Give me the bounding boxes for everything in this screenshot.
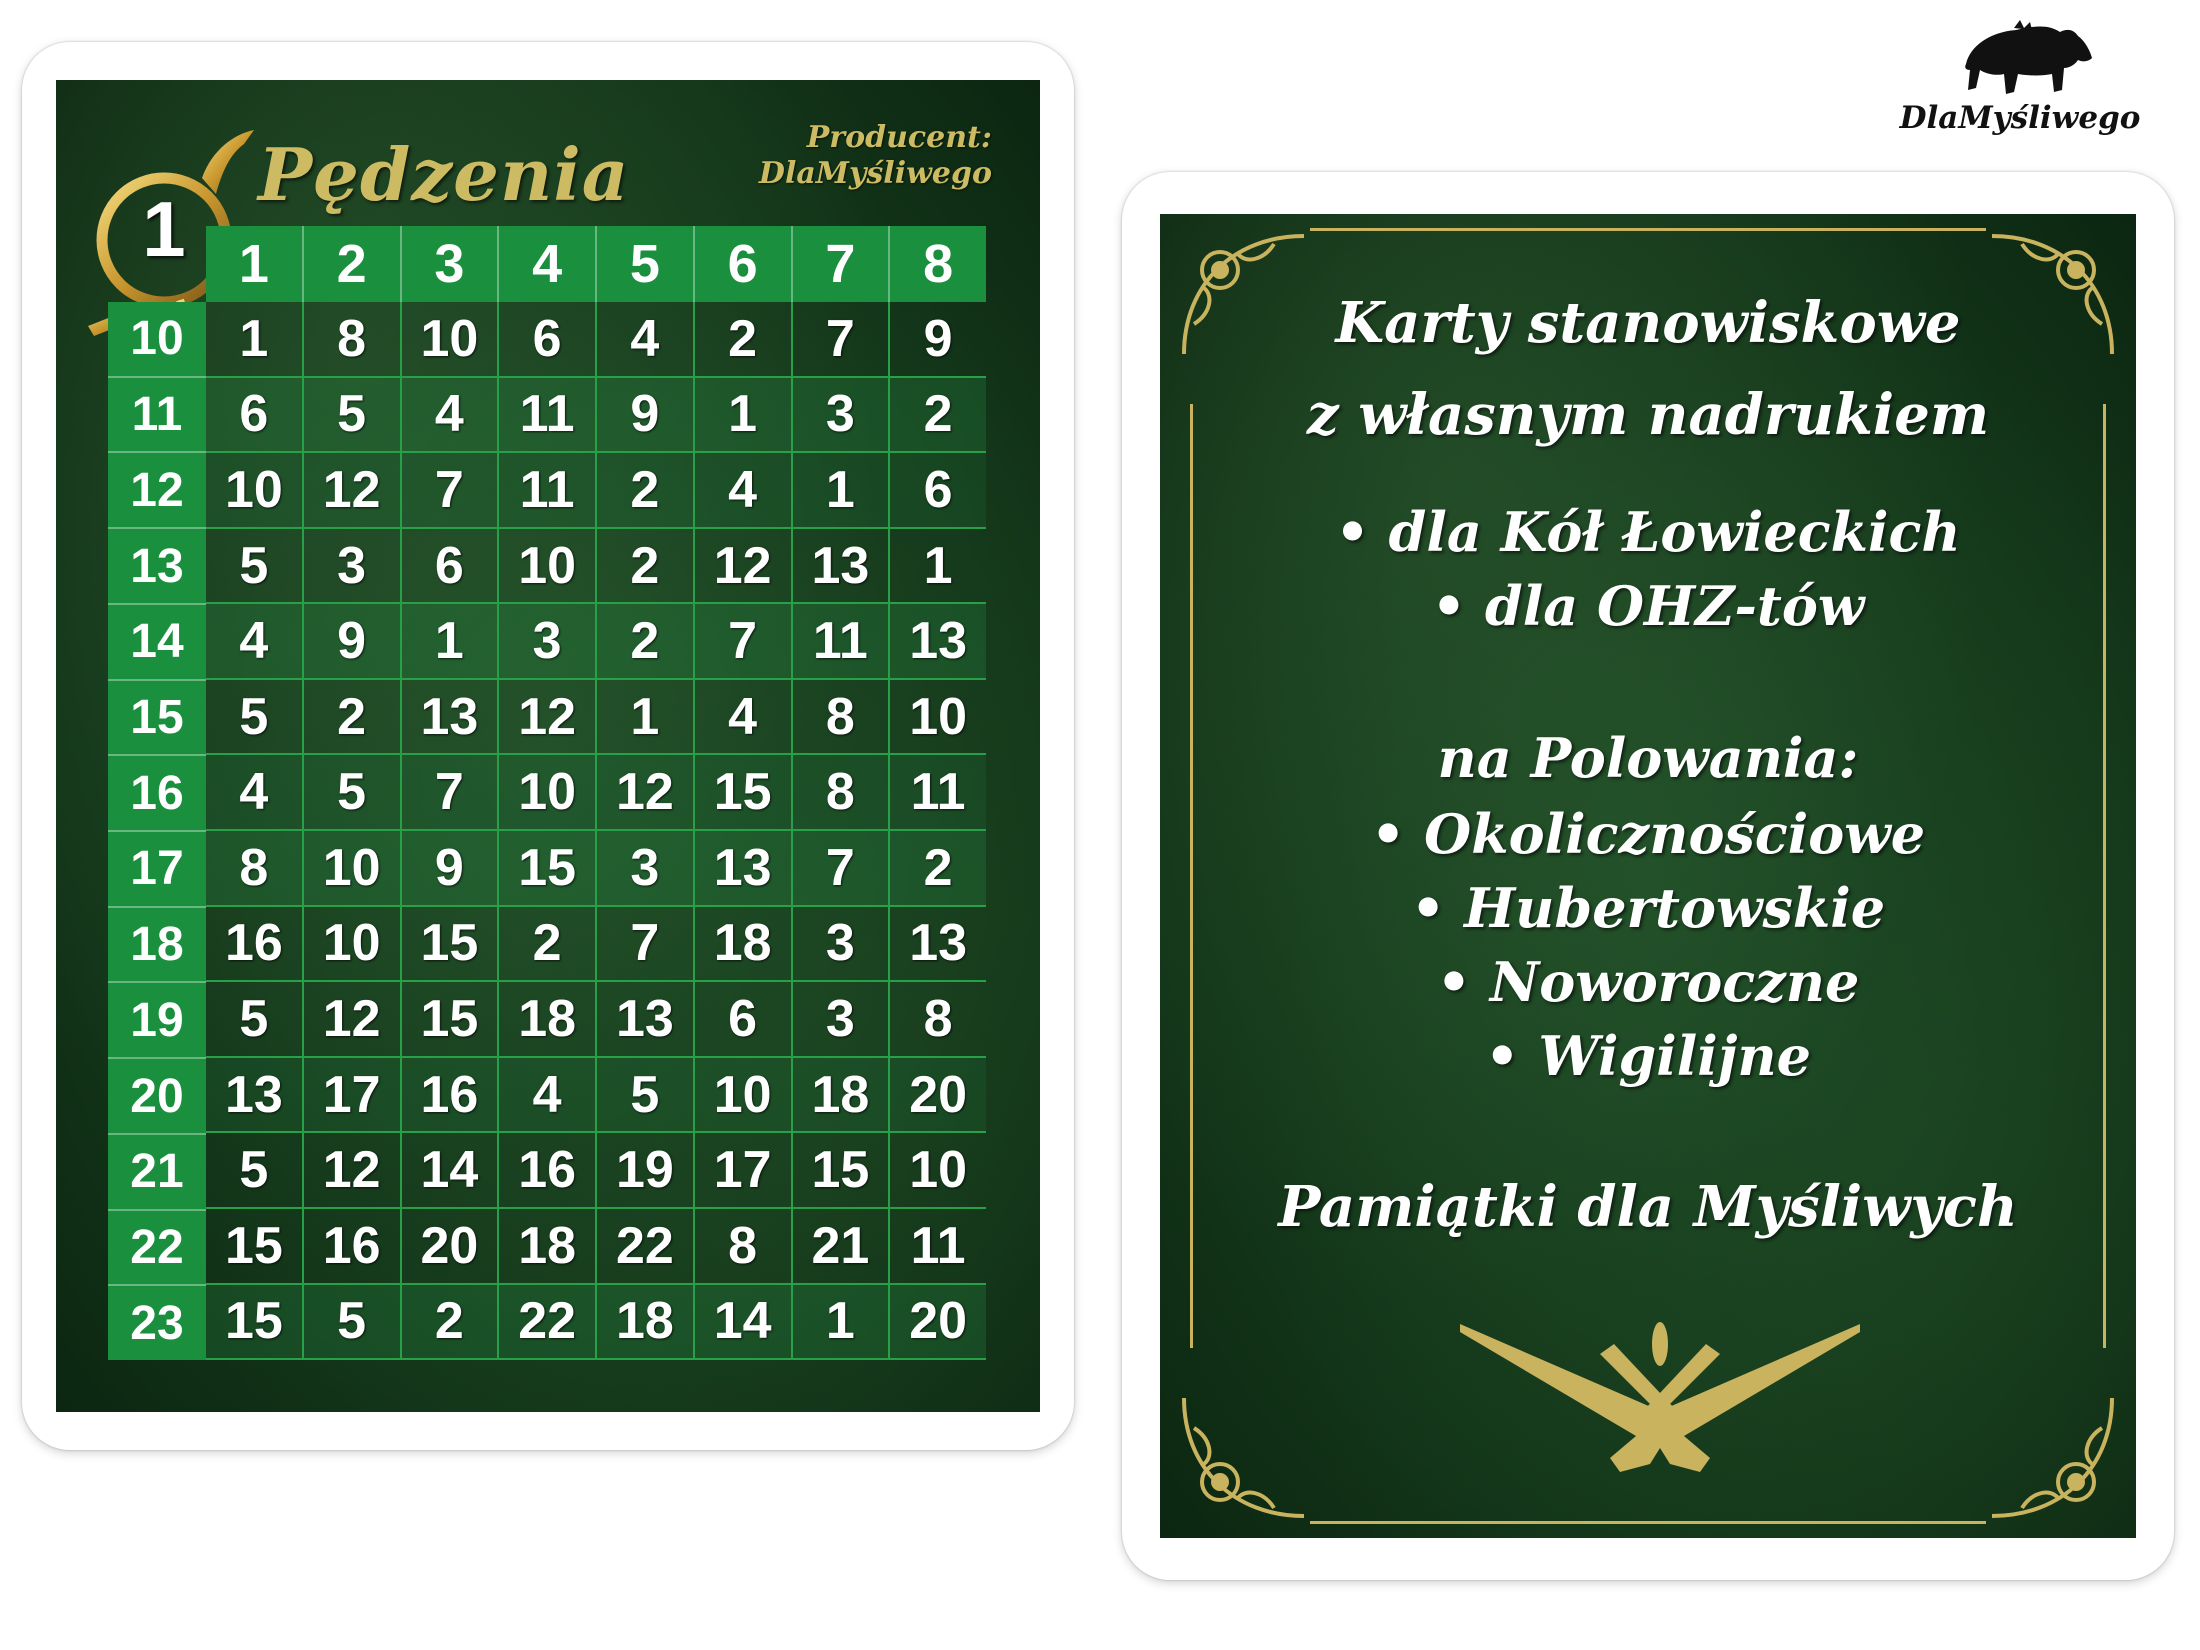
row-header: 20: [108, 1059, 206, 1135]
table-cell: 14: [695, 1285, 793, 1359]
brand-logo: [1880, 16, 2160, 146]
boar-icon: [1956, 16, 2096, 102]
table-cell: 2: [597, 529, 695, 603]
table-cell: 10: [402, 302, 500, 376]
table-row: [206, 604, 986, 680]
table-cell: 13: [909, 612, 968, 671]
row-header: 10: [108, 302, 206, 378]
table-cell: 18: [793, 1058, 891, 1132]
table-cell: 19: [597, 1133, 695, 1207]
row-header: 17: [108, 832, 206, 908]
table-cell: 8: [206, 831, 304, 905]
table-cell: 1: [597, 680, 695, 754]
table-cell: 12: [304, 1133, 402, 1207]
footer-tagline: Pamiątki dla Myśliwych: [1278, 1174, 2018, 1240]
row-header: 22: [108, 1211, 206, 1287]
table-cell: 5: [206, 982, 304, 1056]
heading-line-2: z własnym nadrukiem: [1306, 382, 1990, 448]
audience-item-1: • dla Kół Łowieckich: [1335, 500, 1961, 564]
table-cell: 8: [695, 1209, 793, 1283]
table-cell: 15: [695, 755, 793, 829]
table-cell: 15: [793, 1133, 891, 1207]
table-cell: 1: [923, 536, 953, 595]
table-row: [206, 982, 986, 1058]
table-cell: 7: [793, 302, 891, 376]
table-cell: 11: [499, 378, 597, 452]
table-cell: 9: [304, 604, 402, 678]
hunt-type-2: • Hubertowskie: [1410, 876, 1886, 940]
table-cell: 4: [206, 604, 304, 678]
table-cell: 20: [402, 1209, 500, 1283]
table-cell: 4: [695, 453, 793, 527]
table-cell: 16: [206, 907, 304, 981]
table-cell: 13: [793, 529, 891, 603]
table-row: [206, 1209, 986, 1285]
column-header: 3: [402, 226, 500, 302]
table-cell: 12: [597, 755, 695, 829]
card-face-green: [1160, 214, 2136, 1538]
table-cell: 8: [923, 989, 953, 1048]
row-header: 13: [108, 529, 206, 605]
table-cell: 4: [402, 378, 500, 452]
table-cell: 21: [793, 1209, 891, 1283]
table-cell: 9: [597, 378, 695, 452]
column-header: 6: [695, 226, 793, 302]
table-cell: 6: [499, 302, 597, 376]
producer-info: [759, 120, 992, 192]
table-cell: 7: [597, 907, 695, 981]
row-header: 11: [108, 378, 206, 454]
table-cell: 18: [499, 1209, 597, 1283]
table-row: [206, 680, 986, 756]
table-cell: 2: [597, 453, 695, 527]
table-cell: 10: [909, 687, 968, 746]
table-cell: 4: [597, 302, 695, 376]
row-header: 16: [108, 756, 206, 832]
table-cell: 3: [499, 604, 597, 678]
table-cell: 15: [402, 982, 500, 1056]
table-cell: 12: [304, 453, 402, 527]
table-cell: 4: [499, 1058, 597, 1132]
table-row: [206, 907, 986, 983]
column-header: 1: [206, 226, 304, 302]
table-cell: 8: [793, 680, 891, 754]
table-cell: 10: [909, 1141, 968, 1200]
table-cell: 10: [695, 1058, 793, 1132]
brand-name: DlaMyśliwego: [1899, 100, 2141, 136]
crossed-rifles-knife-icon: [1460, 1314, 1860, 1484]
table-cell: 22: [499, 1285, 597, 1359]
column-header: 2: [304, 226, 402, 302]
producer-label: Producent:: [806, 120, 992, 155]
table-row: [206, 302, 986, 378]
table-cell: 12: [695, 529, 793, 603]
row-header: 19: [108, 983, 206, 1059]
frame-top-line: [1310, 228, 1986, 231]
table-cell: 1: [402, 604, 500, 678]
table-cell: 15: [206, 1209, 304, 1283]
column-header: 5: [597, 226, 695, 302]
table-cell: 13: [402, 680, 500, 754]
table-cell: 6: [206, 378, 304, 452]
audience-item-2: • dla OHZ-tów: [1431, 574, 1865, 638]
frame-bottom-line: [1310, 1521, 1986, 1524]
hunts-heading: na Polowania:: [1437, 726, 1859, 790]
table-cell: 7: [695, 604, 793, 678]
table-cell: 5: [304, 755, 402, 829]
table-cell: 10: [304, 831, 402, 905]
table-cell: 5: [597, 1058, 695, 1132]
table-cell: 5: [206, 680, 304, 754]
hunt-type-3: • Noworoczne: [1436, 950, 1860, 1014]
table-cell: 16: [402, 1058, 500, 1132]
row-header: 21: [108, 1135, 206, 1211]
table-cell: 12: [499, 680, 597, 754]
table-cell: 1: [206, 302, 304, 376]
table-cell: 17: [304, 1058, 402, 1132]
table-cell: 3: [793, 907, 891, 981]
table-cell: 13: [909, 914, 968, 973]
advert-card: [1122, 172, 2174, 1580]
table-cell: 20: [909, 1292, 968, 1351]
table-cell: 8: [793, 755, 891, 829]
table-row: [206, 378, 986, 454]
table-row: [206, 831, 986, 907]
column-header-row: [206, 226, 986, 302]
table-cell: 2: [597, 604, 695, 678]
table-cell: 10: [304, 907, 402, 981]
table-cell: 15: [499, 831, 597, 905]
row-header: 12: [108, 453, 206, 529]
table-cell: 4: [206, 755, 304, 829]
table-cell: 3: [304, 529, 402, 603]
table-cell: 13: [695, 831, 793, 905]
card-title: Pędzenia: [258, 132, 630, 217]
card-number-badge: 1: [142, 185, 186, 273]
row-header: 15: [108, 681, 206, 757]
table-cell: 18: [597, 1285, 695, 1359]
table-cell: 1: [695, 378, 793, 452]
table-row: [206, 1058, 986, 1134]
column-header: 8: [923, 234, 954, 294]
position-card-table: [22, 42, 1074, 1450]
table-row: [206, 1133, 986, 1209]
table-cell: 14: [402, 1133, 500, 1207]
table-cell: 11: [910, 1216, 966, 1275]
hunt-type-1: • Okolicznościowe: [1370, 802, 1926, 866]
table-cell: 7: [793, 831, 891, 905]
table-cell: 3: [597, 831, 695, 905]
column-header: 4: [499, 226, 597, 302]
table-cell: 2: [695, 302, 793, 376]
table-row: [206, 755, 986, 831]
table-cell: 7: [402, 453, 500, 527]
table-cell: 15: [402, 907, 500, 981]
table-cell: 5: [304, 1285, 402, 1359]
table-cell: 11: [910, 763, 966, 822]
ornament-bottom-left-icon: [1174, 1378, 1324, 1528]
table-cell: 3: [793, 378, 891, 452]
table-cell: 17: [695, 1133, 793, 1207]
table-cell: 10: [206, 453, 304, 527]
table-cell: 15: [206, 1285, 304, 1359]
table-cell: 6: [402, 529, 500, 603]
table-cell: 11: [793, 604, 891, 678]
table-cell: 5: [304, 378, 402, 452]
row-header: 23: [130, 1296, 184, 1350]
row-header: 18: [108, 908, 206, 984]
table-row: [206, 529, 986, 605]
table-cell: 20: [909, 1065, 968, 1124]
table-cell: 2: [923, 385, 953, 444]
table-cell: 9: [923, 309, 953, 368]
table-cell: 7: [402, 755, 500, 829]
table-cell: 4: [695, 680, 793, 754]
table-cell: 2: [402, 1285, 500, 1359]
table-cell: 1: [793, 1285, 891, 1359]
table-cell: 3: [793, 982, 891, 1056]
table-cell: 10: [499, 529, 597, 603]
table-cell: 13: [597, 982, 695, 1056]
ornament-bottom-right-icon: [1972, 1378, 2122, 1528]
assignment-grid: [206, 302, 986, 1360]
table-cell: 9: [402, 831, 500, 905]
table-cell: 16: [499, 1133, 597, 1207]
row-header-column: [108, 302, 206, 1360]
row-header: 14: [108, 605, 206, 681]
hunt-type-4: • Wigilijne: [1485, 1024, 1811, 1088]
table-cell: 16: [304, 1209, 402, 1283]
table-cell: 13: [206, 1058, 304, 1132]
table-cell: 18: [695, 907, 793, 981]
table-cell: 1: [793, 453, 891, 527]
table-cell: 2: [304, 680, 402, 754]
table-cell: 6: [695, 982, 793, 1056]
column-header: 7: [793, 226, 891, 302]
producer-name: DlaMyśliwego: [758, 156, 992, 191]
table-cell: 2: [499, 907, 597, 981]
table-cell: 10: [499, 755, 597, 829]
table-cell: 22: [597, 1209, 695, 1283]
card-face-green: [56, 80, 1040, 1412]
table-cell: 11: [499, 453, 597, 527]
table-row: [206, 453, 986, 529]
table-cell: 5: [206, 529, 304, 603]
table-cell: 6: [923, 460, 953, 519]
table-cell: 12: [304, 982, 402, 1056]
heading-line-1: Karty stanowiskowe: [1335, 290, 1961, 356]
table-cell: 8: [304, 302, 402, 376]
table-cell: 5: [206, 1133, 304, 1207]
table-cell: 2: [923, 838, 953, 897]
table-cell: 18: [499, 982, 597, 1056]
table-row: [206, 1285, 986, 1361]
